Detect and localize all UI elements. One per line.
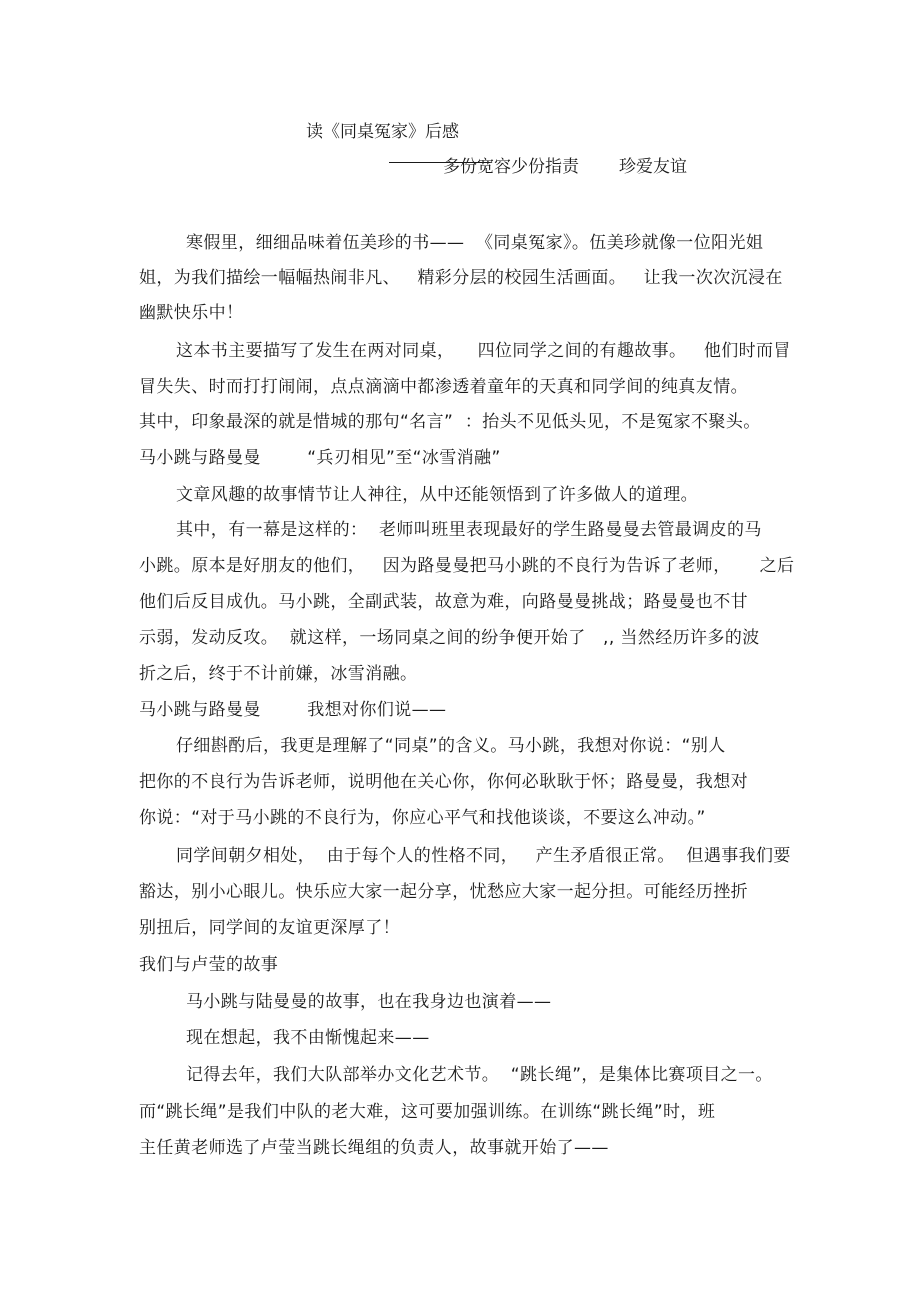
document-subtitle-second: 珍爱友谊 <box>619 157 687 177</box>
body-line: 记得去年，我们大队部举办文化艺术节。 “跳长绳”，是集体比赛项目之一。 <box>186 1065 773 1085</box>
body-line: 马小跳与陆曼曼的故事，也在我身边也演着—— <box>186 992 552 1012</box>
section-heading-line: 马小跳与路曼曼 我想对你们说—— <box>139 700 447 720</box>
body-line: 示弱，发动反攻。 就这样，一场同桌之间的纷争便开始了 ,, 当然经历许多的波 <box>139 628 760 648</box>
body-line: 折之后，终于不计前嫌，冰雪消融。 <box>139 664 418 684</box>
body-line: 文章风趣的故事情节让人神往，从中还能领悟到了许多做人的道理。 <box>176 485 698 505</box>
document-subtitle: 多份宽容少份指责 <box>443 157 579 177</box>
section-heading-line: 马小跳与路曼曼 “兵刃相见”至“冰雪消融” <box>139 448 501 468</box>
body-line: 其中，有一幕是这样的： 老师叫班里表现最好的学生路曼曼去管最调皮的马 <box>176 520 762 540</box>
body-line: 豁达，别小心眼儿。快乐应大家一起分享，忧愁应大家一起分担。可能经历挫折 <box>139 882 748 902</box>
body-line: 小跳。原本是好朋友的他们， 因为路曼曼把马小跳的不良行为告诉了老师， 之后 <box>139 556 795 576</box>
body-line: 主任黄老师选了卢莹当跳长绳组的负责人，故事就开始了—— <box>139 1138 609 1158</box>
section-heading-line: 我们与卢莹的故事 <box>139 955 279 975</box>
body-line: 仔细斟酌后，我更是理解了“同桌”的含义。马小跳，我想对你说：“别人 <box>176 736 726 756</box>
body-line: 寒假里，细细品味着伍美珍的书—— 《同桌冤家》。伍美珍就像一位阳光姐 <box>186 233 764 253</box>
body-line: 把你的不良行为告诉老师，说明他在关心你，你何必耿耿于怀；路曼曼，我想对 <box>139 772 748 792</box>
body-line: 同学间朝夕相处， 由于每个人的性格不同， 产生矛盾很正常。 但遇事我们要 <box>176 846 791 866</box>
body-line: 幽默快乐中！ <box>139 303 244 323</box>
body-line: 而“跳长绳”是我们中队的老大难，这可要加强训练。在训练“跳长绳”时，班 <box>139 1102 716 1122</box>
body-line: 你说：“对于马小跳的不良行为，你应心平气和找他谈谈，不要这么冲动。” <box>139 808 706 828</box>
body-line: 他们后反目成仇。马小跳，全副武装，故意为难，向路曼曼挑战；路曼曼也不甘 <box>139 592 748 612</box>
body-line: 别扭后，同学间的友谊更深厚了！ <box>139 918 400 938</box>
document-title: 读《同桌冤家》后感 <box>306 122 459 142</box>
body-line: 姐，为我们描绘一幅幅热闹非凡、 精彩分层的校园生活画面。 让我一次次沉浸在 <box>139 268 783 288</box>
body-line: 冒失失、时而打打闹闹，点点滴滴中都渗透着童年的天真和同学间的纯真友情。 <box>139 377 748 397</box>
body-line: 其中，印象最深的就是惜城的那句“名言” ：抬头不见低头见，不是冤家不聚头。 <box>139 412 761 432</box>
body-line: 这本书主要描写了发生在两对同桌， 四位同学之间的有趣故事。 他们时而冒 <box>176 341 791 361</box>
body-line: 现在想起，我不由惭愧起来—— <box>186 1028 430 1048</box>
